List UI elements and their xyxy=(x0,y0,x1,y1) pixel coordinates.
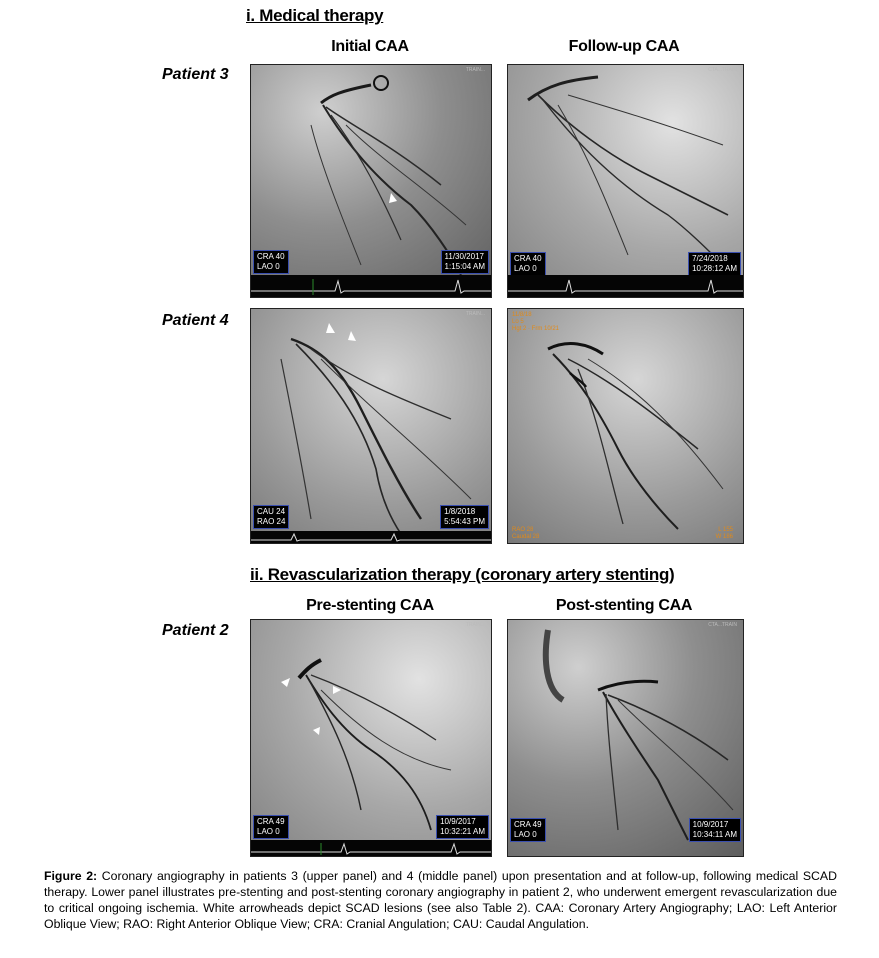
angiogram-patient4-followup: 11/8/18 Lo 5 Hgt 2 · Frm 10/21 RAO 28 Caudal 28 L 155 W 186 xyxy=(507,308,744,544)
view-angle-2: LAO 0 xyxy=(257,827,280,836)
view-angle-2: Caudal 28 xyxy=(512,534,540,540)
acquisition-time: 5:54:43 PM xyxy=(444,517,485,526)
figure-caption xyxy=(44,868,837,932)
figure-label: Figure 2: xyxy=(44,869,98,883)
angiogram-patient4-initial: TRAIN... CAU 24 RAO 24 1/8/2018 5:54:43 PM xyxy=(250,308,492,544)
view-angle-2: RAO 24 xyxy=(257,517,286,526)
ecg-trace xyxy=(508,275,743,297)
angiogram-patient2-post-stenting: CTA...TRAIN CRA 49 LAO 0 10/9/2017 10:34:11 AM xyxy=(507,619,744,857)
column-heading-pre-stenting-caa: Pre-stenting CAA xyxy=(306,597,434,614)
view-angle-2: LAO 0 xyxy=(514,830,537,839)
view-angle-1: CRA 40 xyxy=(514,254,542,263)
column-heading-initial-caa: Initial CAA xyxy=(331,38,409,55)
patient-label-2: Patient 2 xyxy=(162,622,229,639)
view-angle-1: CRA 49 xyxy=(514,820,542,829)
angiogram-patient3-followup: CTA...TRAIN CRA 40 LAO 0 7/24/2018 10:28:12 AM xyxy=(507,64,744,298)
angiogram-patient3-initial: TRAIN... CRA 40 LAO 0 11/30/2017 1:15:04 AM xyxy=(250,64,492,298)
ecg-trace xyxy=(251,531,491,543)
acquisition-time: 10:28:12 AM xyxy=(692,264,737,273)
acquisition-time: 10:34:11 AM xyxy=(692,830,737,839)
view-angle-1: CAU 24 xyxy=(257,507,286,516)
column-heading-post-stenting-caa: Post-stenting CAA xyxy=(555,597,693,614)
patient-label-3: Patient 3 xyxy=(162,66,229,83)
acquisition-time: 10:32:21 AM xyxy=(440,827,485,836)
view-angle-1: CRA 49 xyxy=(257,817,285,826)
view-angle-1: CRA 40 xyxy=(257,252,285,261)
acquisition-time: 1:15:04 AM xyxy=(444,262,485,271)
view-angle-1: RAO 28 xyxy=(512,527,534,533)
figure-caption-text: Coronary angiography in patients 3 (upper panel) and 4 (middle panel) upon presentation and at follow-up, following medical SCAD therapy. Lower panel illustrates pre-stenting and post-stenting coronary angiography in patient 2, who underwent emergent revascularization due to critical ongoing ischemia. White arrowheads depict SCAD lesions (see also Table 2). CAA: Coronary Artery Angiography; LAO: Left Anterior Oblique View; RAO: Right Anterior Oblique View; CRA: Cranial Angulation; CAU: Caudal Angulation. xyxy=(44,869,837,931)
acquisition-date: 10/9/2017 xyxy=(440,817,476,826)
angiogram-patient2-pre-stenting: TRAIN... CRA 49 LAO 0 10/9/2017 10:32:21 AM xyxy=(250,619,492,857)
ecg-trace xyxy=(251,275,491,297)
view-angle-2: LAO 0 xyxy=(257,262,280,271)
acquisition-date: 11/30/2017 xyxy=(444,252,484,261)
acquisition-date: 7/24/2018 xyxy=(692,254,728,263)
patient-label-4: Patient 4 xyxy=(162,312,229,329)
acquisition-date: 10/9/2017 xyxy=(692,820,729,829)
acquisition-date: 1/8/2018 xyxy=(444,507,476,516)
section-title-medical-therapy: i. Medical therapy xyxy=(246,6,384,25)
view-angle-2: LAO 0 xyxy=(514,264,537,273)
ecg-trace xyxy=(251,840,491,856)
column-heading-followup-caa: Follow-up CAA xyxy=(568,38,680,55)
section-title-revascularization: ii. Revascularization therapy (coronary artery stenting) xyxy=(250,565,675,584)
